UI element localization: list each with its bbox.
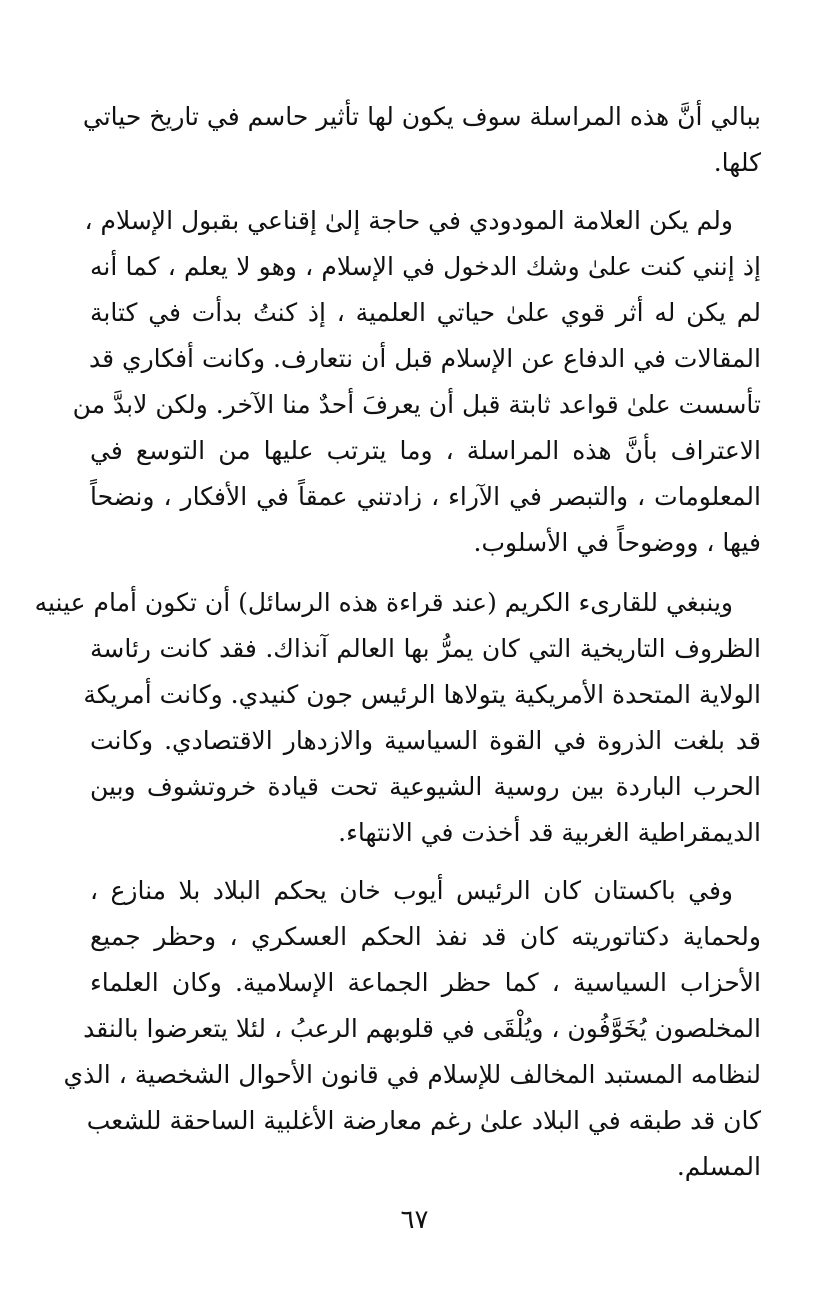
text-line: المسلم. [676, 1152, 761, 1181]
page-number: ٦٧ [400, 1205, 429, 1235]
paragraph-4 [63, 868, 761, 1190]
text-line: ببالي أنَّ هذه المراسلة سوف يكون لها تأثير حاسم في تاريخ حياتي [82, 102, 761, 131]
paragraph-3 [34, 580, 761, 856]
text-line: الحرب الباردة بين روسية الشيوعية تحت قيادة خروتشوف وبين [90, 772, 761, 801]
text-line: تأسست علىٰ قواعد ثابتة قبل أن يعرفَ أحدٌ منا الآخر. ولكن لابدَّ من [72, 390, 761, 419]
text-line: ولحماية دكتاتوريته كان قد نفذ الحكم العسكري ، وحظر جميع [90, 922, 761, 951]
text-line: الولاية المتحدة الأمريكية يتولاها الرئيس جون كنيدي. وكانت أمريكة [83, 680, 761, 709]
text-line: كلها. [713, 148, 761, 177]
text-line: الديمقراطية الغربية قد أخذت في الانتهاء. [338, 818, 761, 847]
text-line: قد بلغت الذروة في القوة السياسية والازدهار الاقتصادي. وكانت [90, 726, 761, 755]
text-line: ولم يكن العلامة المودودي في حاجة إلىٰ إقناعي بقبول الإسلام ، [84, 206, 733, 235]
text-line: لنظامه المستبد المخالف للإسلام في قانون الأحوال الشخصية ، الذي [63, 1060, 761, 1089]
text-line: لم يكن له أثر قوي علىٰ حياتي العلمية ، إذ كنتُ بدأت في كتابة [90, 298, 761, 327]
text-line: فيها ، ووضوحاً في الأسلوب. [473, 528, 761, 557]
text-line: الاعتراف بأنَّ هذه المراسلة ، وما يترتب عليها من التوسع في [90, 436, 761, 465]
text-line: الظروف التاريخية التي كان يمرُّ بها العالم آنذاك. فقد كانت رئاسة [90, 634, 761, 663]
text-line: المقالات في الدفاع عن الإسلام قبل أن نتعارف. وكانت أفكاري قد [89, 344, 761, 373]
text-line: كان قد طبقه في البلاد علىٰ رغم معارضة الأغلبية الساحقة للشعب [86, 1106, 761, 1135]
paragraph-1 [82, 94, 761, 186]
text-line: وفي باكستان كان الرئيس أيوب خان يحكم البلاد بلا منازع ، [90, 876, 733, 905]
text-line: المخلصون يُخَوَّفُون ، ويُلْقَى في قلوبهم الرعبُ ، لئلا يتعرضوا بالنقد [83, 1014, 761, 1043]
text-line: المعلومات ، والتبصر في الآراء ، زادتني عمقاً في الأفكار ، ونضحاً [90, 482, 761, 511]
text-line: إذ إنني كنت علىٰ وشك الدخول في الإسلام ، وهو لا يعلم ، كما أنه [90, 252, 761, 281]
paragraph-2 [72, 198, 761, 566]
text-line: الأحزاب السياسية ، كما حظر الجماعة الإسلامية. وكان العلماء [90, 968, 761, 997]
text-line: وينبغي للقارىء الكريم (عند قراءة هذه الرسائل) أن تكون أمام عينيه [34, 588, 733, 617]
